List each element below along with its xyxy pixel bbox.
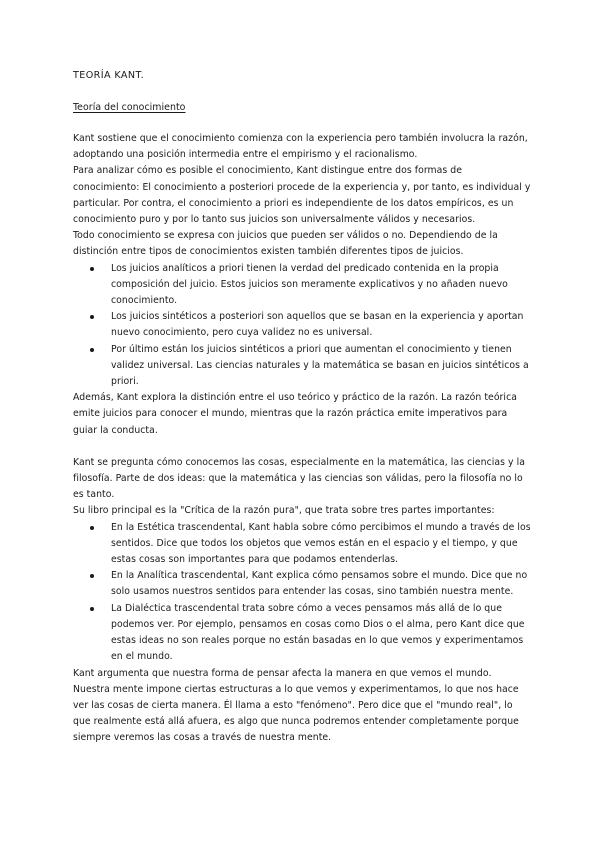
section-heading: Teoría del conocimiento xyxy=(73,102,186,113)
list-item-analytic-a-priori: Los juicios analíticos a priori tienen la verdad del predicado contenida en la propia composición del juicio. Estos juicios son meramente explicativos y no añaden nuevo conocimiento. xyxy=(111,261,531,310)
paragraph-judgments: Todo conocimiento se expresa con juicios que pueden ser válidos o no. Dependiendo de la distinción entre tipos de conocimientos existen también diferentes tipos de juicios. xyxy=(73,230,498,258)
critique-parts-list xyxy=(73,520,531,666)
list-item-aesthetic: En la Estética trascendental, Kant habla sobre cómo percibimos el mundo a través de los sentidos. Dice que todos los objetos que vemos están en el espacio y el tiempo, y que estas cosas son importantes para que podamos entenderlas. xyxy=(111,520,531,569)
paragraph-reason-uses: Además, Kant explora la distinción entre el uso teórico y práctico de la razón. La razón teórica emite juicios para conocer el mundo, mientras que la razón práctica emite imperativos para guiar la conducta. xyxy=(73,392,517,436)
paragraph-spacer xyxy=(73,439,531,455)
list-item-analytic: En la Analítica trascendental, Kant explica cómo pensamos sobre el mundo. Dice que no solo usamos nuestros sentidos para entender las cosas, sino también nuestra mente. xyxy=(111,568,531,600)
list-item-synthetic-a-priori: Por último están los juicios sintéticos a priori que aumentan el conocimiento y tienen validez universal. Las ciencias naturales y la matemática se basan en juicios sintéticos a priori. xyxy=(111,342,531,391)
judgment-types-list xyxy=(73,261,531,391)
document-body xyxy=(73,68,531,747)
paragraph-how-we-know: Kant se pregunta cómo conocemos las cosas, especialmente en la matemática, las ciencias y la filosofía. Parte de dos ideas: que la matemática y las ciencias son válidas, pero la filosofía no lo es tanto. xyxy=(73,456,525,501)
paragraph-main-book: Su libro principal es la "Crítica de la razón pura", que trata sobre tres partes importantes: xyxy=(73,505,495,517)
paragraph-knowledge-forms: Para analizar cómo es posible el conocimiento, Kant distingue entre dos formas de conocimiento: El conocimiento a posteriori procede de la experiencia y, por tanto, es individual y particular. Por contra, el conocimiento a priori es independiente de los datos empíricos, es un conocimiento puro y por lo tanto sus juicios son universalmente válidos y necesarios. xyxy=(73,165,531,226)
list-item-synthetic-a-posteriori: Los juicios sintéticos a posteriori son aquellos que se basan en la experiencia y aportan nuevo conocimiento, pero cuya validez no es universal. xyxy=(111,309,531,341)
list-item-dialectic: La Dialéctica trascendental trata sobre cómo a veces pensamos más allá de lo que podemos ver. Por ejemplo, pensamos en cosas como Dios o el alma, pero Kant dice que estas ideas no son reales porque no están basadas en lo que vemos y experimentamos en el mundo. xyxy=(111,601,531,666)
document-title: TEORÍA KANT. xyxy=(73,70,145,81)
paragraph-phenomenon: Kant argumenta que nuestra forma de pensar afecta la manera en que vemos el mundo. Nuestra mente impone ciertas estructuras a lo que vemos y experimentamos, lo que nos hace ver las cosas de cierta manera. Él llama a esto "fenómeno". Pero dice que el "mundo real", lo que realmente está allá afuera, es algo que nunca podremos entender completamente porque siempre veremos las cosas a través de nuestra mente. xyxy=(73,667,519,744)
paragraph-intro: Kant sostiene que el conocimiento comienza con la experiencia pero también involucra la razón, adoptando una posición intermedia entre el empirismo y el racionalismo. xyxy=(73,133,528,161)
